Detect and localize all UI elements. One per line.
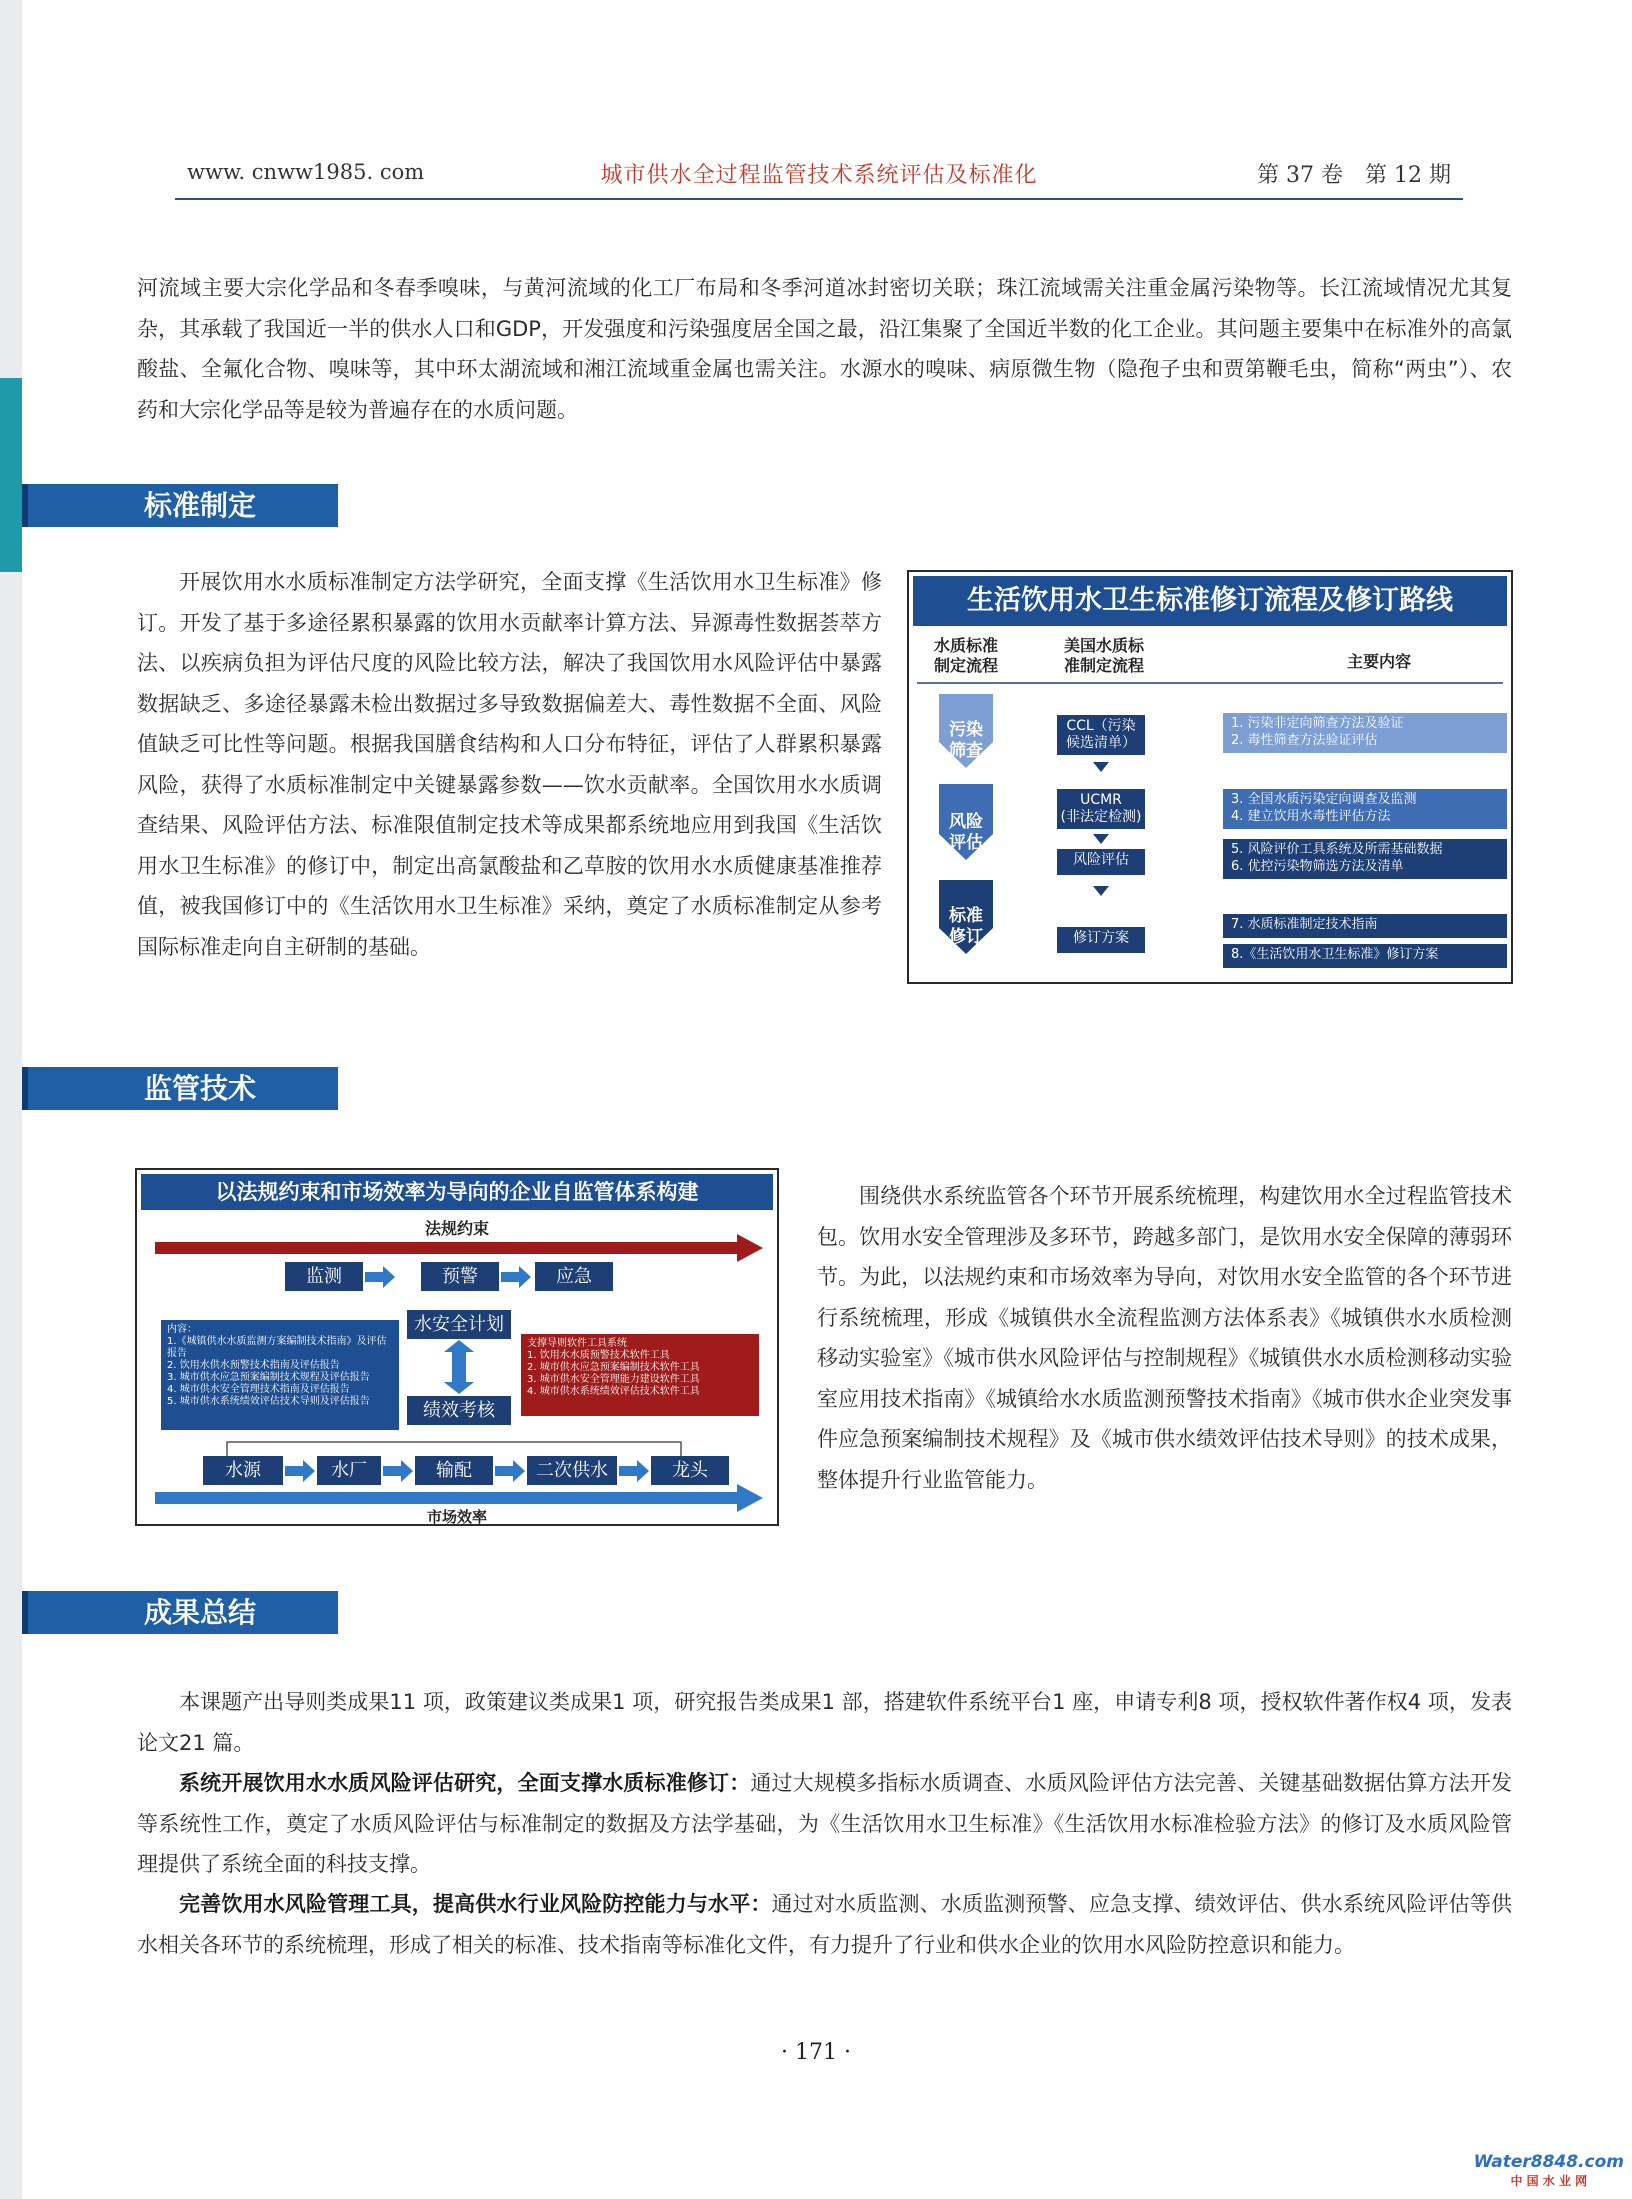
figure1-col-header-2: 美国水质标 准制定流程 xyxy=(1063,636,1144,675)
market-label: 市场效率 xyxy=(426,1508,487,1526)
right-arrow-icon xyxy=(619,1460,649,1482)
running-header xyxy=(175,150,1463,200)
right-note-heading: 支撑导则软件工具系统 xyxy=(527,1338,627,1349)
right-arrow-icon xyxy=(495,1460,525,1482)
us-step-risk: 风险评估 xyxy=(1057,849,1145,875)
figure-standard-revision-flow xyxy=(907,570,1513,984)
right-note-item: 4. 城市供水系统绩效评估技术软件工具 xyxy=(527,1386,700,1397)
down-arrow-icon xyxy=(1093,762,1109,772)
right-note-box xyxy=(521,1334,759,1416)
results-paragraph-3-body: 通过对水质监测、水质监测预警、应急支撑、绩效评估、供水系统风险评估等供水相关各环节的系统梳理，形成了相关的标准、技术指南等标准化文件，有力提升了行业和供水企业的饮用水风险防控意识和能力。 xyxy=(137,1892,1512,1957)
right-arrow-icon xyxy=(383,1460,413,1482)
intro-paragraph: 河流域主要大宗化学品和冬春季嗅味，与黄河流域的化工厂布局和冬季河道冰封密切关联；珠江流域需关注重金属污染物等。长江流域情况尤其复杂，其承载了我国近一半的供水人口和GDP，开发强度和污染强度居全国之最，沿江集聚了全国近半数的化工企业。其问题主要集中在标准外的高氯酸盐、全氟化合物、嗅味等，其中环太湖流域和湘江流域重金属也需关注。水源水的嗅味、病原微生物（隐孢子虫和贾第鞭毛虫，简称“两虫”）、农药和大宗化学品等是较为普遍存在的水质问题。 xyxy=(137,276,1512,422)
connector-line xyxy=(227,1442,681,1456)
down-arrow-icon xyxy=(1093,834,1109,844)
right-note-item: 2. 城市供水应急预案编制技术软件工具 xyxy=(527,1362,700,1373)
box-emergency: 应急 xyxy=(535,1262,613,1291)
figure1-title: 生活饮用水卫生标准修订流程及修订路线 xyxy=(913,576,1507,626)
content-bar-5: 8.《生活饮用水卫生标准》修订方案 xyxy=(1223,944,1507,968)
figure1-col-header-3: 主要内容 xyxy=(1346,652,1411,671)
running-title: 城市供水全过程监管技术系统评估及标准化 xyxy=(600,163,1038,188)
left-note-box xyxy=(161,1320,399,1430)
box-plant: 水厂 xyxy=(317,1456,381,1485)
section-heading-standards: 标准制定 xyxy=(22,484,338,527)
results-paragraph-3 xyxy=(137,1884,1512,1965)
left-note-item: 3. 城市供水应急预案编制技术规程及评估报告 xyxy=(167,1372,370,1383)
left-note-heading: 内容： xyxy=(167,1324,197,1335)
right-arrow-icon xyxy=(285,1460,315,1482)
standards-paragraph: 开展饮用水水质标准制定方法学研究，全面支撑《生活饮用水卫生标准》修订。开发了基于多途径累积暴露的饮用水贡献率计算方法、异源毒性数据荟萃方法、以疾病负担为评估尺度的风险比较方法，解决了我国饮用水风险评估中暴露数据缺乏、多途径暴露未检出数据过多导致数据偏差大、毒性数据不全面、风险值缺乏可比性等问题。根据我国膳食结构和人口分布特征，评估了人群累积暴露风险，获得了水质标准制定中关键暴露参数——饮水贡献率。全国饮用水水质调查结果、风险评估方法、标准限值制定技术等成果都系统地应用到我国《生活饮用水卫生标准》的修订中，制定出高氯酸盐和乙草胺的饮用水水质健康基准推荐值，被我国修订中的《生活饮用水卫生标准》采纳，奠定了水质标准制定从参考国际标准走向自主研制的基础。 xyxy=(137,570,882,959)
stage-label-revision: 标准 修订 xyxy=(949,906,983,947)
issue-info: 第 37 卷 第 12 期 xyxy=(1257,163,1451,188)
content-bar-4: 7. 水质标准制定技术指南 xyxy=(1223,914,1507,938)
section-heading-supervision: 监管技术 xyxy=(22,1067,338,1110)
page-edge-tab xyxy=(0,378,22,572)
watermark-brand: Water8848.com xyxy=(1473,2152,1624,2172)
page-number: · 171 · xyxy=(781,2040,851,2065)
supervision-paragraph: 围绕供水系统监管各个环节开展系统梳理，构建饮用水全过程监管技术包。饮用水安全管理涉及多环节，跨越多部门，是饮用水安全保障的薄弱环节。为此，以法规约束和市场效率为导向，对饮用水安全监管的各个环节进行系统梳理，形成《城镇供水全流程监测方法体系表》《城镇供水水质检测移动实验室》《城市供水风险评估与控制规程》《城镇供水水质检测移动实验室应用技术指南》《城镇给水水质监测预警技术指南》《城市供水企业突发事件应急预案编制技术规程》及《城市供水绩效评估技术导则》的技术成果，整体提升行业监管能力。 xyxy=(817,1184,1512,1492)
page-edge-strip xyxy=(0,0,22,2199)
regulation-label: 法规约束 xyxy=(424,1219,489,1238)
content-bar-2: 3. 全国水质污染定向调查及监测 4. 建立饮用水毒性评估方法 xyxy=(1223,789,1507,829)
left-note-item: 1.《城镇供水水质监测方案编制技术指南》及评估报告 xyxy=(167,1336,387,1359)
right-arrow-icon xyxy=(365,1266,395,1288)
left-note-item: 5. 城市供水系统绩效评估技术导则及评估报告 xyxy=(167,1396,370,1407)
right-note-item: 1. 饮用水水质预警技术软件工具 xyxy=(527,1350,670,1361)
site-url: www. cnww1985. com xyxy=(187,160,425,184)
figure1-col-header-1: 水质标准 制定流程 xyxy=(933,636,998,675)
box-secondary-supply: 二次供水 xyxy=(527,1456,617,1485)
box-warning: 预警 xyxy=(421,1262,499,1291)
results-paragraph-3-lead: 完善饮用水风险管理工具，提高供水行业风险防控能力与水平： xyxy=(179,1892,772,1916)
box-monitor: 监测 xyxy=(285,1262,363,1291)
left-note-item: 2. 饮用水供水预警技术指南及评估报告 xyxy=(167,1360,340,1371)
box-distribution: 输配 xyxy=(415,1456,493,1485)
watermark-cn: 中 国 水 业 网 xyxy=(1510,2174,1588,2188)
right-arrow-icon xyxy=(501,1266,531,1288)
box-tap: 龙头 xyxy=(651,1456,729,1485)
section-heading-results: 成果总结 xyxy=(22,1591,338,1634)
stage-label-screening: 污染 筛查 xyxy=(949,720,983,761)
results-paragraph-2-body: 通过大规模多指标水质调查、水质风险评估方法完善、关键基础数据估算方法开发等系统性工作，奠定了水质风险评估与标准制定的数据及方法学基础，为《生活饮用水卫生标准》《生活饮用水标准检验方法》的修订及水质风险管理提供了系统全面的科技支撑。 xyxy=(137,1771,1513,1876)
left-note-item: 4. 城市供水安全管理技术指南及评估报告 xyxy=(167,1384,350,1395)
figure2-title: 以法规约束和市场效率为导向的企业自监管体系构建 xyxy=(141,1174,773,1210)
box-performance: 绩效考核 xyxy=(407,1396,511,1425)
box-water-safety-plan: 水安全计划 xyxy=(407,1310,511,1339)
double-arrow-icon xyxy=(444,1340,474,1394)
results-paragraph-2 xyxy=(137,1763,1512,1885)
watermark-logo xyxy=(1474,2152,1624,2189)
figure-self-supervision-system xyxy=(135,1168,779,1526)
us-step-ccl: CCL（污染 候选清单） xyxy=(1057,715,1145,755)
us-step-ucmr: UCMR (非法定检测) xyxy=(1057,789,1145,829)
results-paragraph-2-lead: 系统开展饮用水水质风险评估研究，全面支撑水质标准修订： xyxy=(179,1771,751,1795)
us-step-revision: 修订方案 xyxy=(1057,927,1145,953)
content-bar-1: 1. 污染非定向筛查方法及验证 2. 毒性筛查方法验证评估 xyxy=(1223,713,1507,753)
content-bar-3: 5. 风险评价工具系统及所需基础数据 6. 优控污染物筛选方法及清单 xyxy=(1223,839,1507,879)
box-source: 水源 xyxy=(203,1456,283,1485)
results-paragraph-1: 本课题产出导则类成果11 项，政策建议类成果1 项，研究报告类成果1 部，搭建软件系统平台1 座，申请专利8 项，授权软件著作权4 项，发表论文21 篇。 xyxy=(137,1690,1512,1755)
stage-label-risk: 风险 评估 xyxy=(949,812,983,853)
right-note-item: 3. 城市供水安全管理能力建设软件工具 xyxy=(527,1374,700,1385)
down-arrow-icon xyxy=(1093,886,1109,896)
